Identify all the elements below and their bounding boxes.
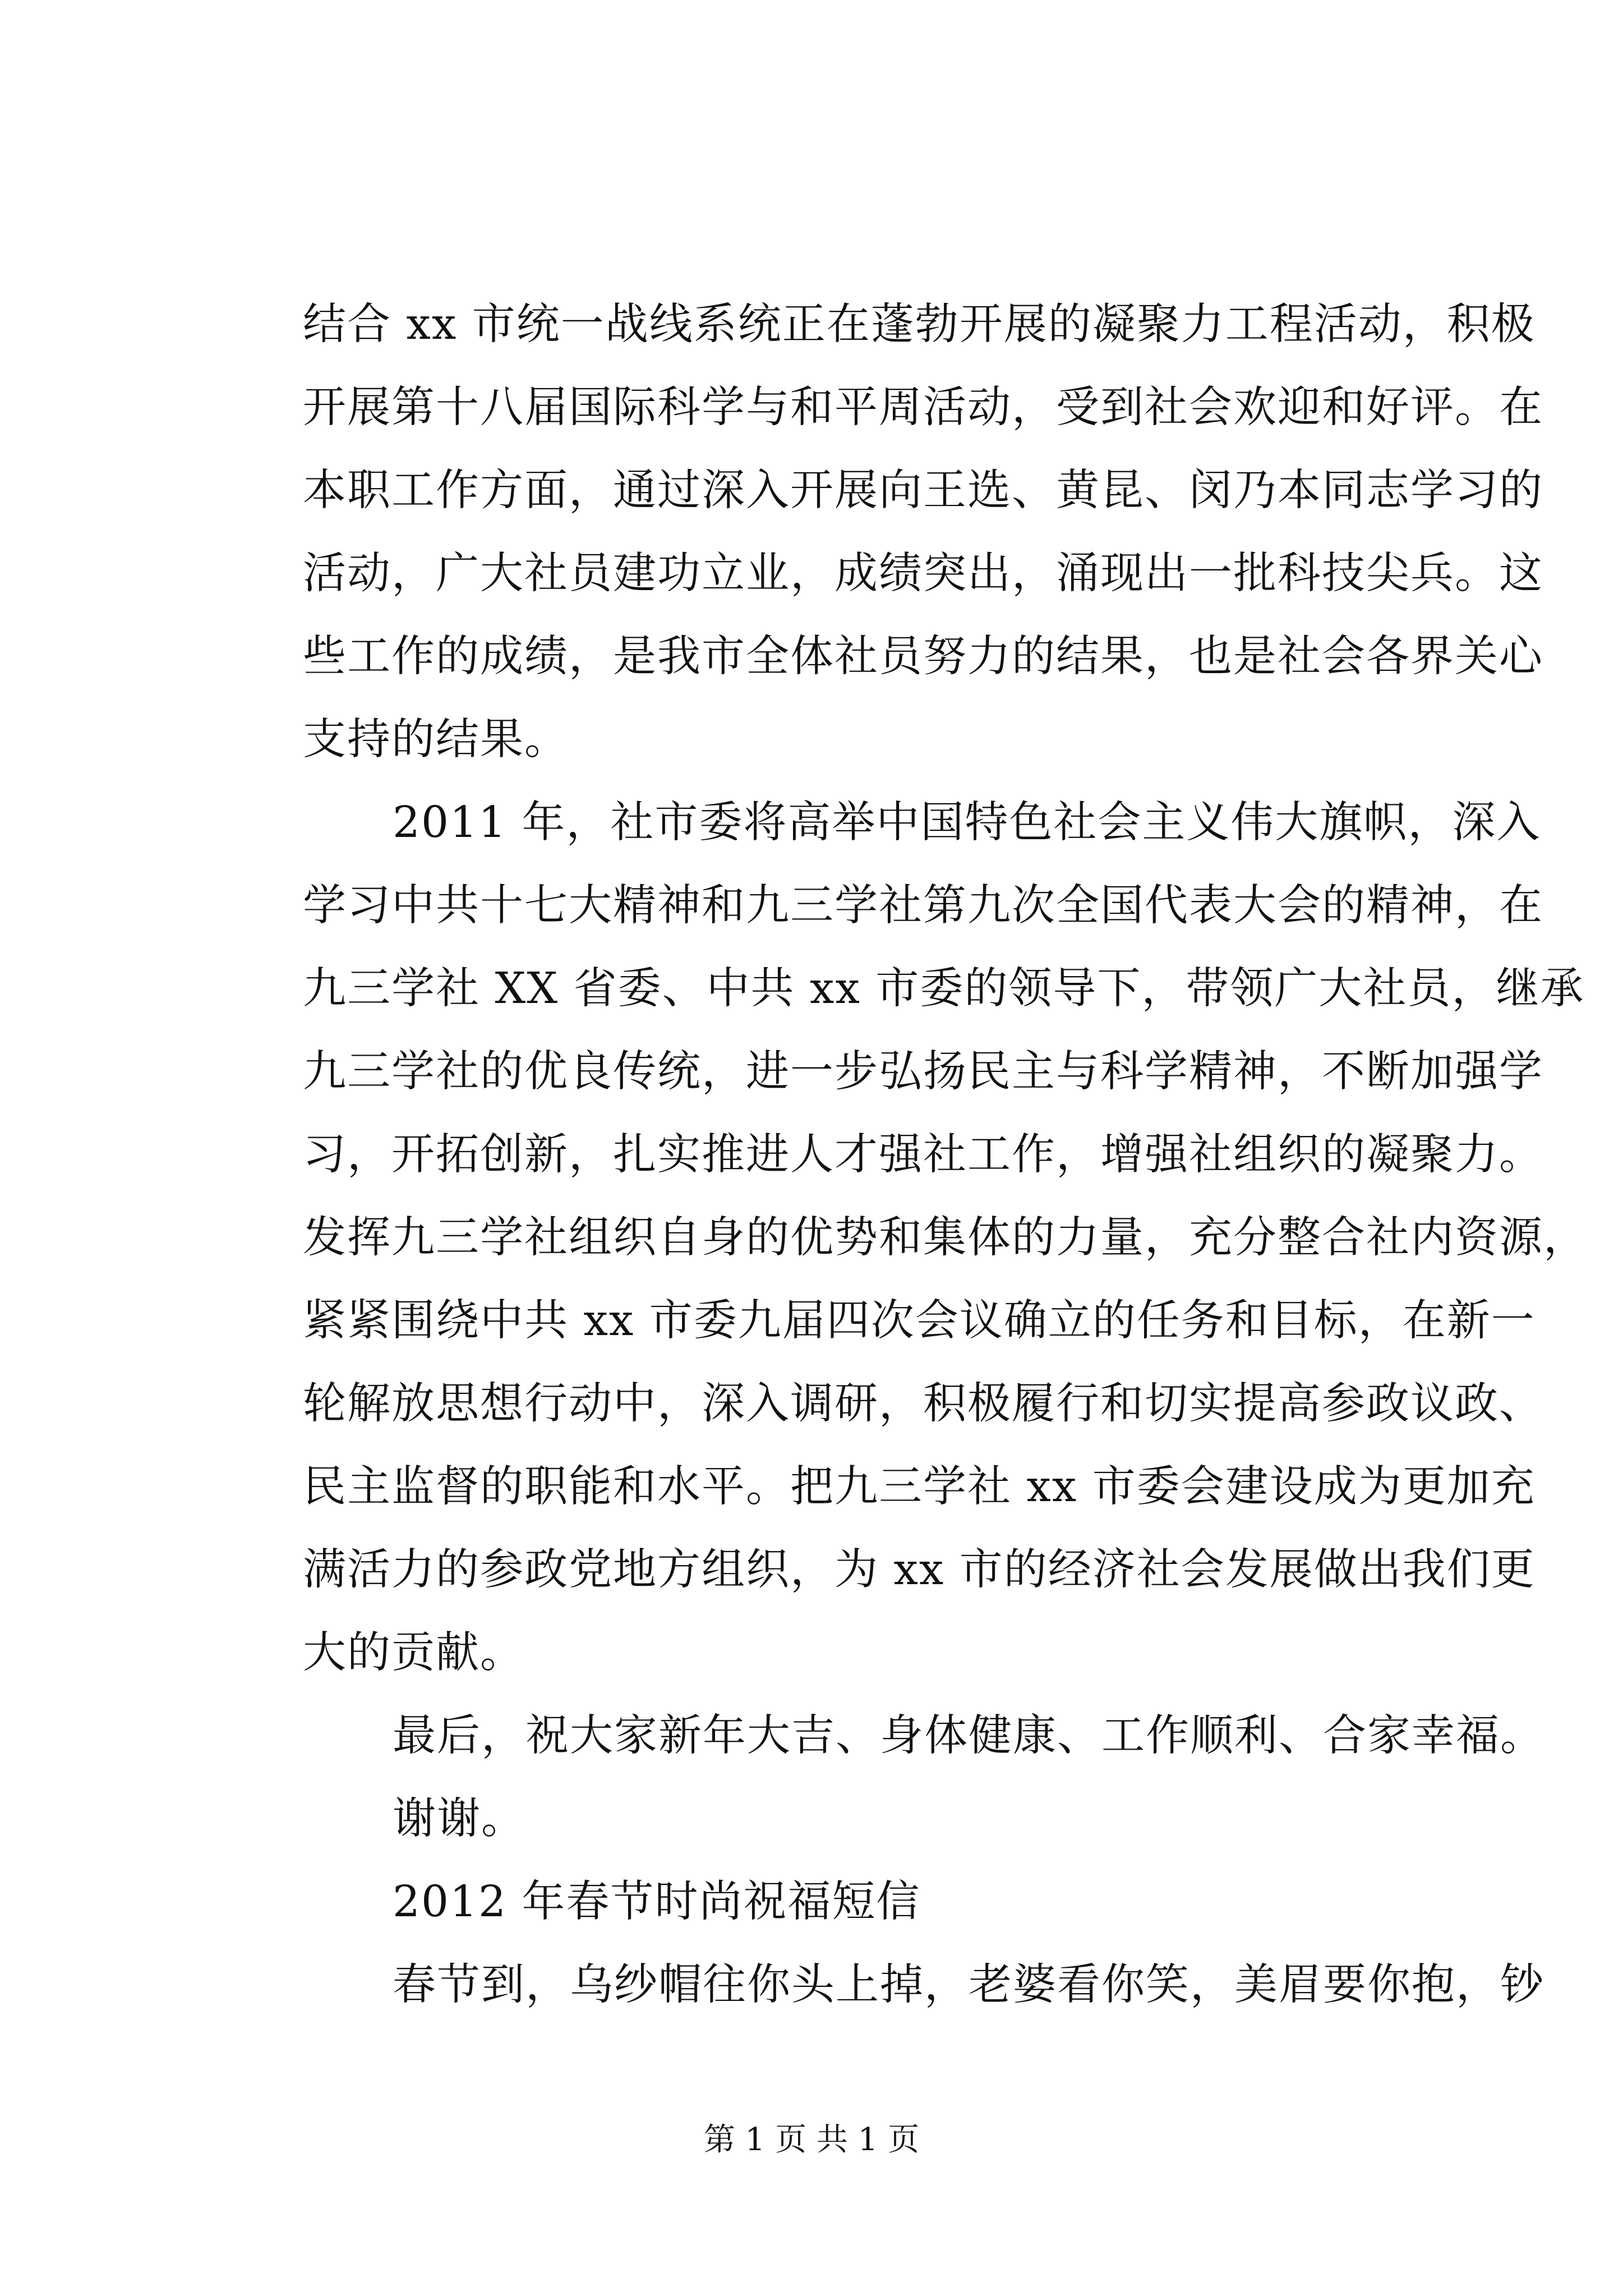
paragraph-start-line: 2011 年，社市委将高举中国特色社会主义伟大旗帜，深入: [393, 798, 1541, 848]
text-line: 发挥九三学社组织自身的优势和集体的力量，充分整合社内资源，: [303, 1213, 1588, 1263]
document-body: [303, 283, 1588, 2027]
text-line: 开展第十八届国际科学与和平周活动，受到社会欢迎和好评。在: [303, 383, 1543, 432]
page-footer: 第 1 页 共 1 页: [703, 2122, 920, 2158]
paragraph-start-line: 春节到，乌纱帽往你头上掉，老婆看你笑，美眉要你抱，钞: [393, 1960, 1544, 2010]
text-line: 些工作的成绩，是我市全体社员努力的结果，也是社会各界关心: [303, 632, 1543, 682]
text-line: 习，开拓创新，扎实推进人才强社工作，增强社组织的凝聚力。: [303, 1130, 1543, 1180]
paragraph-start-line: 谢谢。: [393, 1794, 525, 1844]
text-line: 九三学社 XX 省委、中共 xx 市委的领导下，带领广大社员，继承: [303, 964, 1585, 1014]
text-line: 九三学社的优良传统，进一步弘扬民主与科学精神，不断加强学: [303, 1047, 1543, 1097]
text-line: 活动，广大社员建功立业，成绩突出，涌现出一批科技尖兵。这: [303, 549, 1543, 599]
text-line: 本职工作方面，通过深入开展向王选、黄昆、闵乃本同志学习的: [303, 466, 1543, 516]
section-heading: 2012 年春节时尚祝福短信: [393, 1877, 921, 1927]
text-line: 紧紧围绕中共 xx 市委九届四次会议确立的任务和目标，在新一: [303, 1296, 1536, 1346]
text-line: 满活力的参政党地方组织，为 xx 市的经济社会发展做出我们更: [303, 1545, 1536, 1595]
text-line: 结合 xx 市统一战线系统正在蓬勃开展的凝聚力工程活动，积极: [303, 300, 1536, 349]
paragraph-start-line: 最后，祝大家新年大吉、身体健康、工作顺利、合家幸福。: [393, 1711, 1544, 1761]
text-line: 大的贡献。: [303, 1628, 524, 1678]
text-line: 民主监督的职能和水平。把九三学社 xx 市委会建设成为更加充: [303, 1462, 1536, 1512]
text-line: 支持的结果。: [303, 715, 569, 765]
text-line: 轮解放思想行动中，深入调研，积极履行和切实提高参政议政、: [303, 1379, 1543, 1429]
text-line: 学习中共十七大精神和九三学社第九次全国代表大会的精神，在: [303, 881, 1543, 931]
